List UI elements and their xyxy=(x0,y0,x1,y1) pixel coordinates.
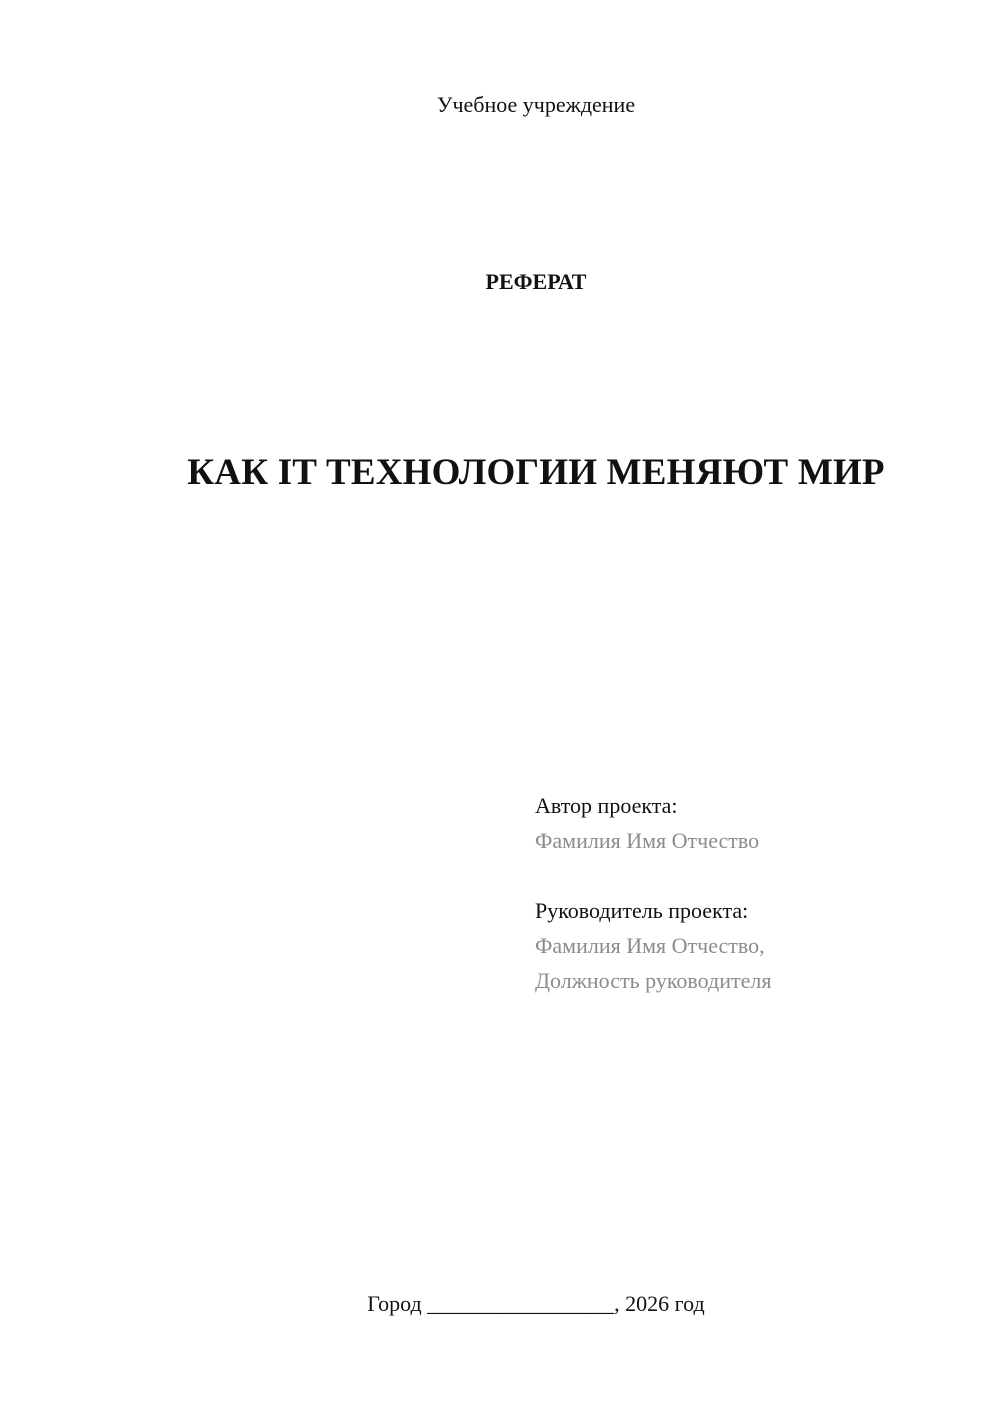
document-title: КАК IT ТЕХНОЛОГИИ МЕНЯЮТ МИР xyxy=(187,452,885,493)
city-year-line: Город _________________, 2026 год xyxy=(367,1291,705,1316)
institution-name: Учебное учреждение xyxy=(436,92,636,117)
author-label: Автор проекта: xyxy=(535,793,678,818)
author-name: Фамилия Имя Отчество xyxy=(535,828,760,853)
supervisor-position: Должность руководителя xyxy=(535,968,772,993)
project-info xyxy=(535,788,975,998)
spacer xyxy=(535,858,975,893)
document-type: РЕФЕРАТ xyxy=(485,269,587,294)
supervisor-label: Руководитель проекта: xyxy=(535,898,749,923)
supervisor-name: Фамилия Имя Отчество, xyxy=(535,933,765,958)
